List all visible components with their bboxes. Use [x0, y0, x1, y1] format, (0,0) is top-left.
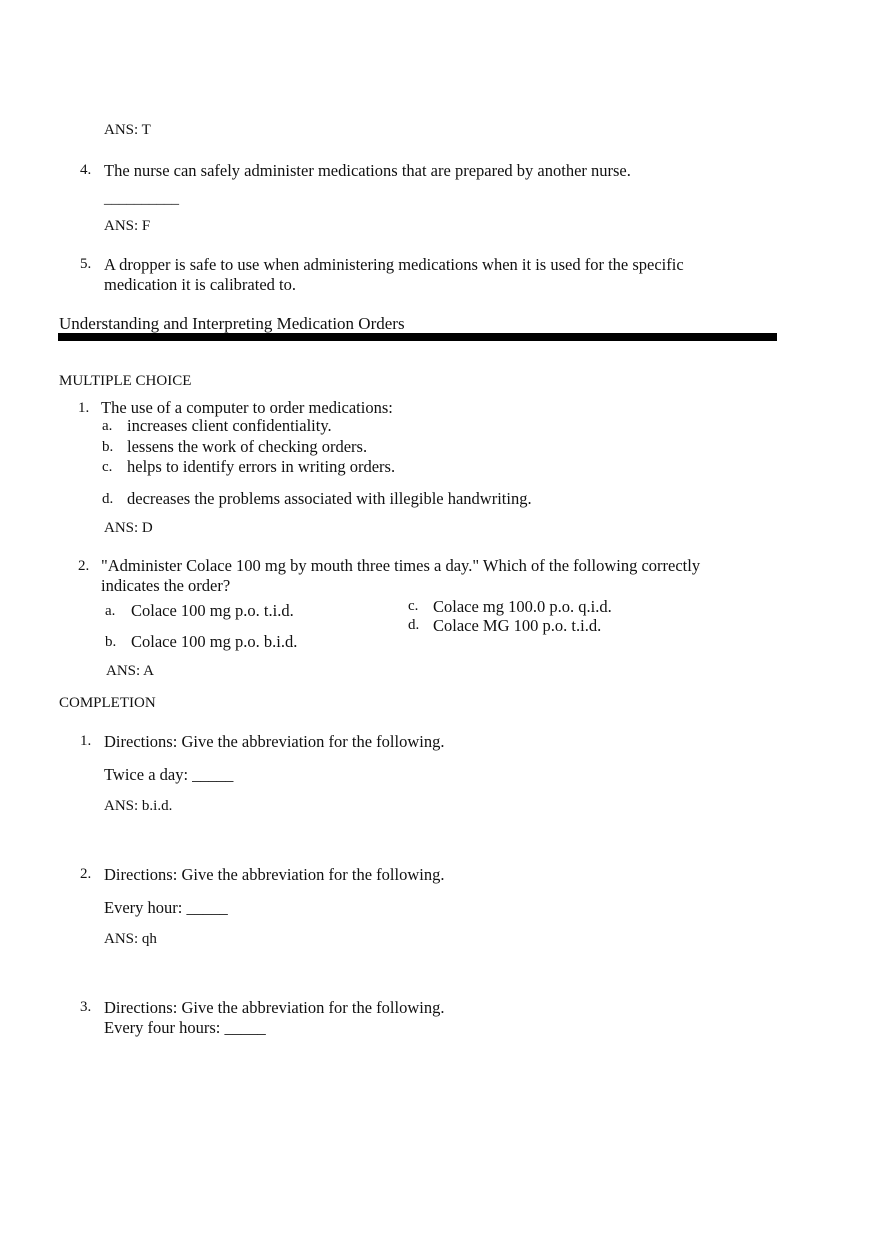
- question-text-line1: "Administer Colace 100 mg by mouth three times a day." Which of the following correctly: [101, 556, 701, 575]
- question-number: 2.: [78, 558, 90, 574]
- question-number: 4.: [80, 162, 92, 178]
- option-letter: d.: [408, 617, 420, 633]
- question-number: 3.: [80, 999, 92, 1015]
- directions-text: Directions: Give the abbreviation for the following.: [104, 998, 445, 1017]
- answer-blank: __________: [104, 191, 179, 207]
- option-letter: a.: [105, 603, 116, 619]
- option-letter: b.: [105, 634, 117, 650]
- multiple-choice-heading: MULTIPLE CHOICE: [59, 373, 192, 389]
- question-number: 2.: [80, 866, 92, 882]
- option-text: helps to identify errors in writing orders.: [127, 457, 396, 476]
- question-text-line2: indicates the order?: [101, 576, 231, 595]
- answer: ANS: qh: [104, 931, 157, 947]
- directions-text: Directions: Give the abbreviation for the following.: [104, 865, 445, 884]
- question-text-line2: medication it is calibrated to.: [104, 275, 296, 294]
- option-text: decreases the problems associated with illegible handwriting.: [127, 489, 532, 508]
- answer: ANS: F: [104, 218, 151, 234]
- option-text: Colace 100 mg p.o. t.i.d.: [131, 601, 294, 620]
- answer: ANS: A: [106, 663, 154, 679]
- option-text: Colace mg 100.0 p.o. q.i.d.: [433, 597, 612, 616]
- directions-text: Directions: Give the abbreviation for the following.: [104, 732, 445, 751]
- prompt-text: Every hour: _____: [104, 898, 228, 917]
- option-letter: d.: [102, 491, 114, 507]
- option-letter: c.: [102, 459, 113, 475]
- option-text: Colace 100 mg p.o. b.i.d.: [131, 632, 298, 651]
- question-text-line1: A dropper is safe to use when administering medications when it is used for the specific: [104, 255, 684, 274]
- prompt-text: Twice a day: _____: [104, 765, 234, 784]
- option-text: Colace MG 100 p.o. t.i.d.: [433, 616, 602, 635]
- question-text: The nurse can safely administer medications that are prepared by another nurse.: [104, 161, 631, 180]
- option-letter: b.: [102, 439, 114, 455]
- option-text: lessens the work of checking orders.: [127, 437, 368, 456]
- section-divider: [58, 333, 777, 341]
- option-text: increases client confidentiality.: [127, 416, 332, 435]
- question-text: The use of a computer to order medications:: [101, 398, 393, 417]
- answer: ANS: b.i.d.: [104, 798, 173, 814]
- question-number: 5.: [80, 256, 92, 272]
- prompt-text: Every four hours: _____: [104, 1018, 266, 1037]
- question-number: 1.: [80, 733, 92, 749]
- section-title: Understanding and Interpreting Medication Orders: [59, 314, 405, 333]
- completion-heading: COMPLETION: [59, 695, 156, 711]
- answer-previous: ANS: T: [104, 122, 151, 138]
- question-number: 1.: [78, 400, 90, 416]
- option-letter: c.: [408, 598, 419, 614]
- answer: ANS: D: [104, 520, 153, 536]
- option-letter: a.: [102, 418, 113, 434]
